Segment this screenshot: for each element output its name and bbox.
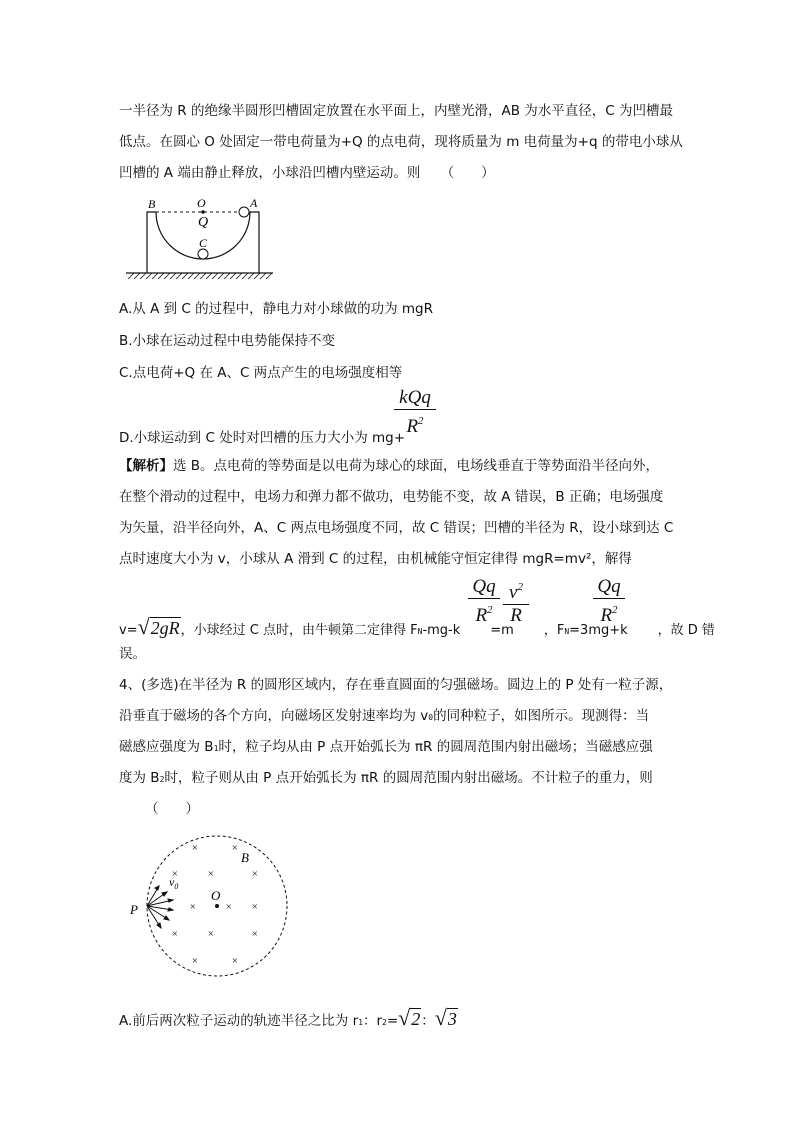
q3-option-d: D.小球运动到 C 处时对凹槽的压力大小为 mg+	[119, 430, 406, 446]
cross-mark: ×	[251, 901, 259, 913]
q4-stem-line2: 沿垂直于磁场的各个方向，向磁场区发射速率均为 v0的同种粒子，如图所示。现测得：当	[119, 708, 650, 724]
option-d-fraction: kQq $R^2$	[394, 387, 436, 438]
label-o: O	[197, 196, 206, 210]
sqrt-2gr: √2gR	[137, 614, 180, 639]
fraction-v2-r: $v^2$ R	[503, 576, 529, 627]
label-b: B	[241, 850, 249, 865]
label-q: Q	[198, 215, 209, 230]
cross-mark: ×	[189, 901, 197, 913]
q3-stem-line2: 低点。在圆心 O 处固定一带电荷量为+Q 的点电荷，现将质量为 m 电荷量为+q 的带电小球从	[119, 134, 683, 150]
label-a: A	[250, 196, 258, 210]
ball-at-c	[198, 249, 208, 259]
cross-mark: ×	[207, 868, 215, 880]
q3-stem-line3: 凹槽的 A 端由静止释放，小球沿凹槽内壁运动。则 （ ）	[119, 165, 495, 181]
sqrt-3: √3	[434, 1005, 457, 1030]
cross-mark: ×	[231, 955, 239, 967]
cross-mark: ×	[191, 955, 199, 967]
magnetic-field-figure	[125, 830, 295, 980]
label-p: P	[130, 902, 138, 917]
q4-answer-paren: （ ）	[145, 801, 199, 817]
cross-mark: ×	[231, 842, 239, 854]
label-c: C	[199, 236, 208, 250]
q3-stem-line1: 一半径为 R 的绝缘半圆形凹槽固定放置在水平面上，内壁光滑，AB 为水平直径，C 为凹槽最	[119, 103, 673, 119]
q3-option-c: C.点电荷+Q 在 A、C 两点产生的电场强度相等	[119, 365, 403, 381]
q4-stem-line3: 磁感应强度为 B1时，粒子均从由 P 点开始弧长为 πR 的圆周范围内射出磁场；当磁感应强	[119, 739, 653, 755]
cross-mark: ×	[251, 928, 259, 940]
q3-option-b: B.小球在运动过程中电势能保持不变	[119, 333, 336, 349]
cross-mark: ×	[171, 868, 179, 880]
cross-mark: ×	[207, 928, 215, 940]
analysis-line5: v=√2gR，小球经过 C 点时，由牛顿第二定律得 FN-mg-k =m ，FN=3mg+k ，故 D 错	[119, 614, 715, 639]
center-dot	[215, 904, 219, 908]
fraction-qq-r2-a: Qq $R^2$	[468, 576, 500, 627]
analysis-line3: 为矢量，沿半径向外，A、C 两点电场强度不同，故 C 错误；凹槽的半径为 R，设小球到达 C	[119, 520, 674, 536]
cross-mark: ×	[191, 842, 199, 854]
label-o: O	[211, 888, 221, 903]
label-v0: $v_0$	[169, 875, 179, 891]
q4-stem-line1: 4、(多选)在半径为 R 的圆形区域内，存在垂直圆面的匀强磁场。圆边上的 P 处有一粒子源，	[119, 677, 673, 693]
q4-stem-line4: 度为 B2时，粒子则从由 P 点开始弧长为 πR 的圆周范围内射出磁场。不计粒子的重力，则	[119, 770, 653, 786]
groove-figure	[118, 190, 278, 285]
analysis-line4: 点时速度大小为 v，小球从 A 滑到 C 的过程，由机械能守恒定律得 mgR=mv²，解得	[119, 551, 632, 567]
analysis-line2: 在整个滑动的过程中，电场力和弹力都不做功，电势能不变，故 A 错误，B 正确；电场强度	[119, 489, 664, 505]
cross-mark: ×	[171, 928, 179, 940]
q4-option-a: A.前后两次粒子运动的轨迹半径之比为 r1：r2=√2：√3	[119, 1005, 457, 1030]
label-b: B	[148, 197, 156, 211]
fraction-qq-r2-b: Qq $R^2$	[593, 576, 625, 627]
cross-mark: ×	[225, 901, 233, 913]
cross-mark: ×	[251, 868, 259, 880]
analysis-line1: 【解析】选 B。点电荷的等势面是以电荷为球心的球面，电场线垂直于等势面沿半径向外，	[119, 458, 660, 474]
analysis-line6: 误。	[119, 646, 146, 662]
q3-option-a: A.从 A 到 C 的过程中，静电力对小球做的功为 mgR	[119, 301, 434, 317]
center-charge-dot	[201, 210, 205, 214]
sqrt-2: √2	[398, 1005, 421, 1030]
ball-at-a	[239, 207, 249, 217]
